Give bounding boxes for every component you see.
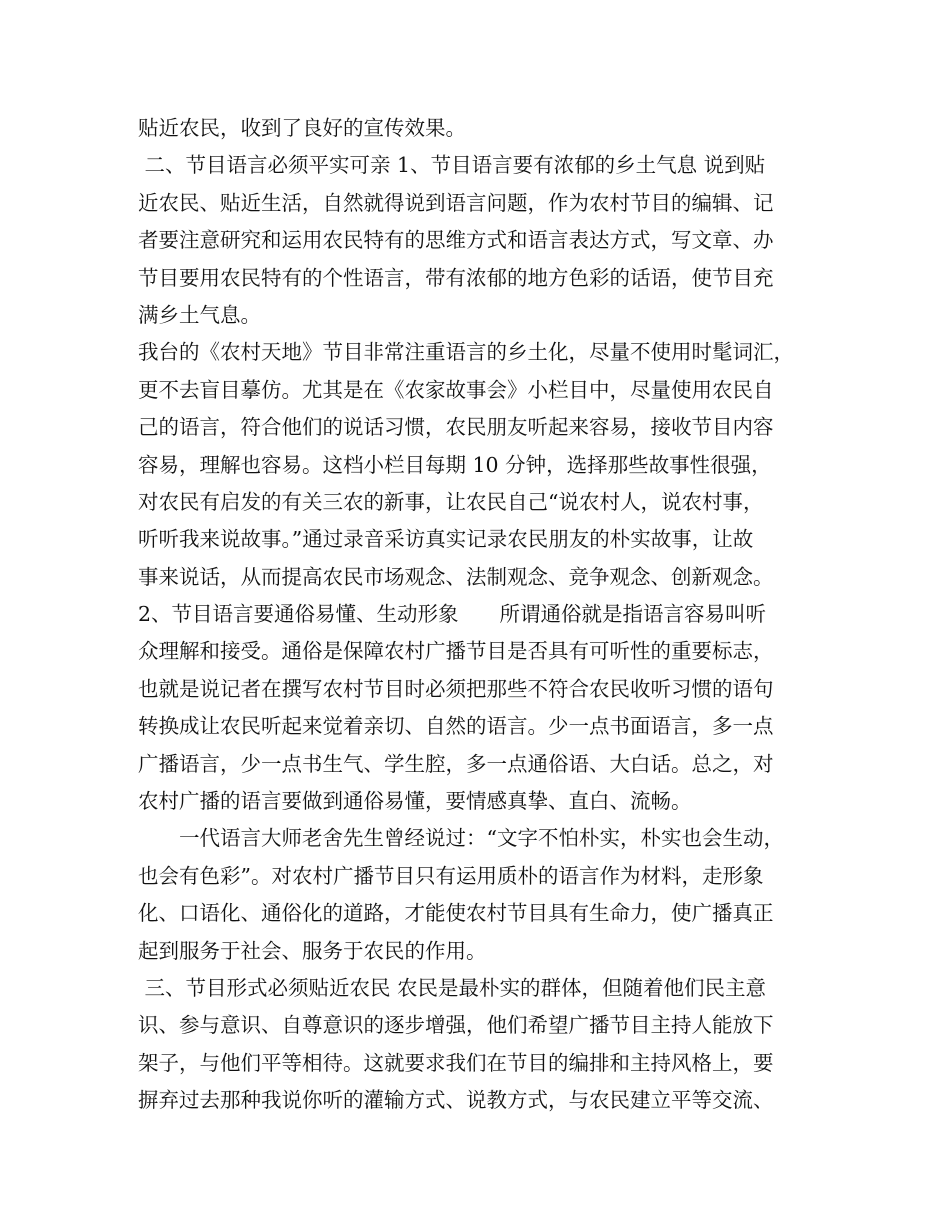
text-line: 满乡土气息。 (138, 302, 261, 327)
text-line: 三、节目形式必须贴近农民 农民是最朴实的群体，但随着他们民主意 (138, 975, 767, 1000)
text-line: 对农民有启发的有关三农的新事，让农民自己“说农村人，说农村事， (138, 489, 764, 514)
text-line: 一代语言大师老舍先生曾经说过：“文字不怕朴实，朴实也会生动， (138, 826, 784, 851)
text-line: 也就是说记者在撰写农村节目时必须把那些不符合农民收听习惯的语句 (138, 676, 774, 701)
body-text (138, 110, 828, 1120)
text-line: 容易，理解也容易。这档小栏目每期 10 分钟，选择那些故事性很强， (138, 452, 772, 477)
text-line: 己的语言，符合他们的说话习惯，农民朋友听起来容易，接收节目内容 (138, 415, 774, 440)
text-line: 者要注意研究和运用农民特有的思维方式和语言表达方式，写文章、办 (138, 228, 774, 253)
text-line: 化、口语化、通俗化的道路，才能使农村节目具有生命力，使广播真正 (138, 901, 774, 926)
text-line: 节目要用农民特有的个性语言，带有浓郁的地方色彩的话语，使节目充 (138, 265, 774, 290)
text-line: 近农民、贴近生活，自然就得说到语言问题，作为农村节目的编辑、记 (138, 190, 774, 215)
text-line: 摒弃过去那种我说你听的灌输方式、说教方式，与农民建立平等交流、 (138, 1088, 774, 1113)
text-line: 识、参与意识、自尊意识的逐步增强，他们希望广播节目主持人能放下 (138, 1013, 774, 1038)
text-line: 贴近农民，收到了良好的宣传效果。 (138, 116, 466, 140)
text-line: 起到服务于社会、服务于农民的作用。 (138, 938, 487, 963)
text-line: 更不去盲目摹仿。尤其是在《农家故事会》小栏目中，尽量使用农民自 (138, 377, 774, 402)
text-line: 众理解和接受。通俗是保障农村广播节目是否具有可听性的重要标志， (138, 639, 774, 664)
text-line: 农村广播的语言要做到通俗易懂，要情感真挚、直白、流畅。 (138, 789, 692, 814)
text-line: 转换成让农民听起来觉着亲切、自然的语言。少一点书面语言，多一点 (138, 714, 774, 739)
text-line: 二、节目语言必须平实可亲 1、节目语言要有浓郁的乡土气息 说到贴 (138, 153, 766, 178)
text-line: 听听我来说故事。”通过录音采访真实记录农民朋友的朴实故事，让故 (138, 527, 754, 552)
text-line: 架子，与他们平等相待。这就要求我们在节目的编排和主持风格上，要 (138, 1050, 774, 1075)
text-line: 我台的《农村天地》节目非常注重语言的乡土化，尽量不使用时髦词汇， (138, 340, 794, 365)
text-line: 事来说话，从而提高农民市场观念、法制观念、竞争观念、创新观念。 (138, 564, 774, 589)
text-line: 2、节目语言要通俗易懂、生动形象 所谓通俗就是指语言容易叫听 (138, 602, 767, 627)
text-line: 广播语言，少一点书生气、学生腔，多一点通俗语、大白话。总之，对 (138, 751, 774, 776)
text-line: 也会有色彩”。对农村广播节目只有运用质朴的语言作为材料，走形象 (138, 863, 764, 888)
